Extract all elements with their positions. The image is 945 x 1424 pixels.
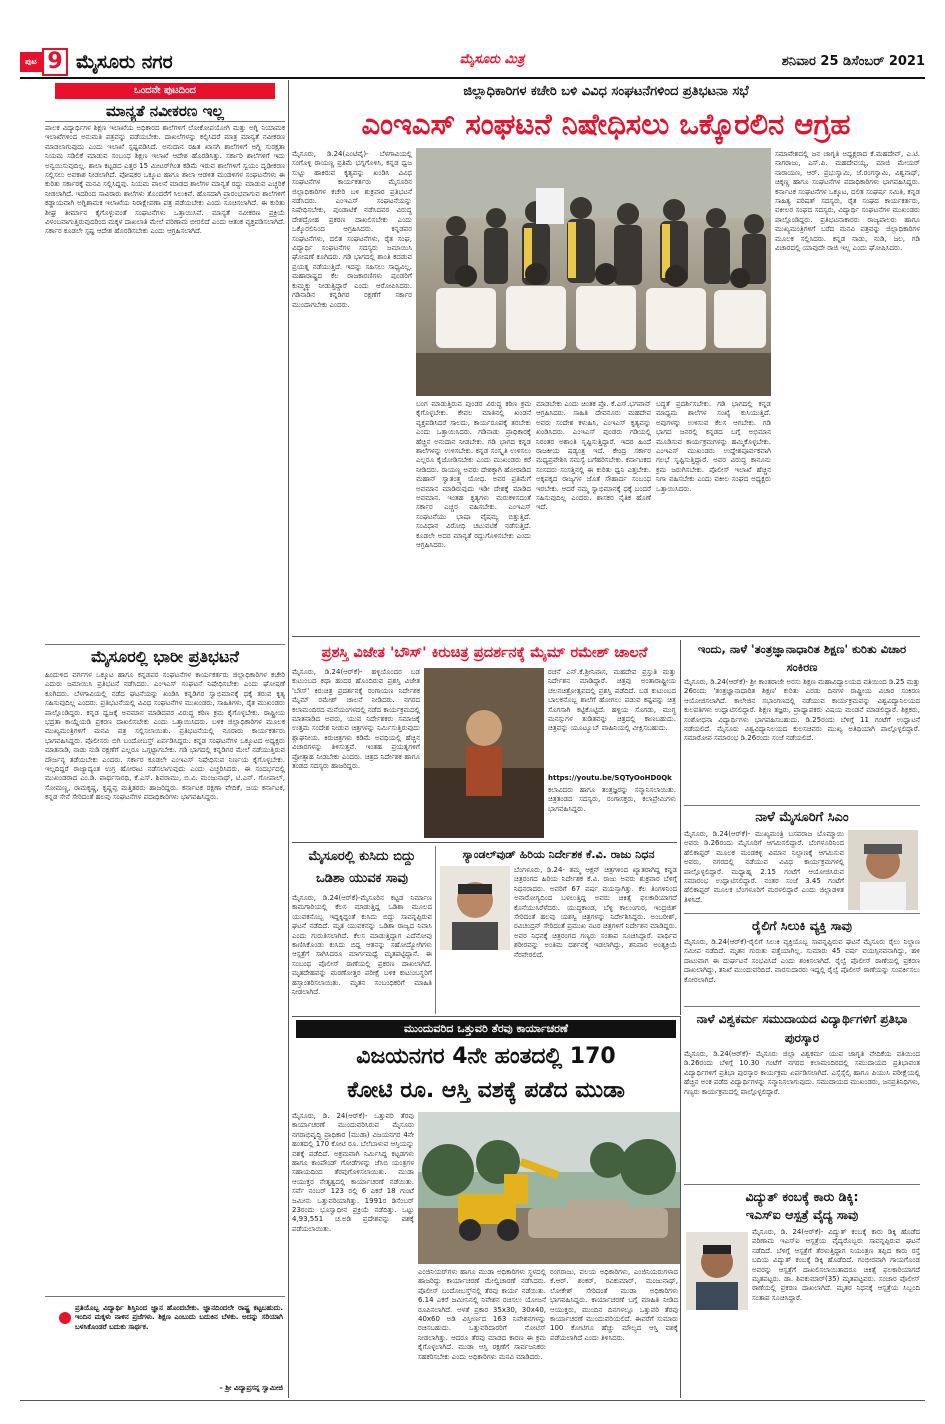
quote-bullet-icon <box>59 1312 71 1324</box>
excavator-scene-icon <box>418 1112 680 1264</box>
divider <box>292 842 677 843</box>
divider <box>684 1184 920 1185</box>
lead-body: ಮೈಸೂರು, ಡಿ.24(ಎಂಟಿವೈ)- ಬೆಳಗಾವಿಯಲ್ಲಿ ಸಂಗೊಳ್ಳಿ ರಾಯಣ್ಣ ಪ್ರತಿಮೆ ಭಗ್ನಗೊಳಿಸಿ, ಕನ್ನಡ ಧ್ವಜ ಸುಟ್ಟು ಹಾಕಿರುವ ಕೃತ್ಯವನ್ನು ಖಂಡಿಸಿ ವಿವಿಧ ಸಂಘಟನೆಗಳ ಕಾರ್ಯಕರ್ತರು ಮೈಸೂರಿನ ಜಿಲ್ಲಾಧಿಕಾರಿಗಳ ಕಚೇರಿ ಬಳಿ ಶುಕ್ರವಾರ ಪ್ರತಿಭಟನೆ ನಡೆಸಿದರು. ಎಂಇಎಸ್ ಸಂಘಟನೆಯನ್ನು ನಿಷೇಧಿಸಬೇಕು, ಪುಂಡಾಟಿಕೆ ನಡೆಸಿದವರ ವಿರುದ್ಧ ದೇಶದ್ರೋಹ ಪ್ರಕರಣ ದಾಖಲಿಸಬೇಕು ಎಂದು ಒಕ್ಕೊರಲಿನಿಂದ ಆಗ್ರಹಿಸಿದರು. ಕನ್ನಡಪರ ಸಂಘಟನೆಗಳು, ದಲಿತ ಸಂಘಟನೆಗಳು, ರೈತ ಸಂಘ, ವಿದ್ಯಾರ್ಥಿ ಸಂಘಟನೆಗಳ ಸದಸ್ಯರು ಜಮಾಯಿಸಿ ಘೋಷಣೆ ಕೂಗಿದರು. ಗಡಿ ಭಾಗದಲ್ಲಿ ಶಾಂತಿ ಕದಡುವ ಪ್ರಯತ್ನ ನಡೆಯುತ್ತಿದೆ. ಇದನ್ನು ಸಹಿಸಲು ಸಾಧ್ಯವಿಲ್ಲ. ಮಹಾರಾಷ್ಟ್ರದ ಕೆಲ ರಾಜಕಾರಣಿಗಳು ಪುಂಡರಿಗೆ ಕುಮ್ಮಕ್ಕು ನೀಡುತ್ತಿದ್ದಾರೆ ಎಂದು ಆರೋಪಿಸಿದರು. ಗಡಿನಾಡಿನ ಕನ್ನಡಿಗರ ರಕ್ಷಣೆಗೆ ಸರ್ಕಾರ ಮುಂದಾಗಬೇಕು ಎಂದರು. <box>292 150 412 309</box>
page-number: 9 <box>42 48 68 76</box>
muda-body: ಮೈಸೂರು, ಡಿ. 24(ಆರ್‌ಕೆ)- ಒತ್ತುವರಿ ತೆರವು ಕಾರ್ಯಾಚರಣೆ ಮುಂದುವರಿಸಿರುವ ಮೈಸೂರು ನಗರಾಭಿವೃದ್ಧಿ ಪ್ರಾಧಿಕಾರ (ಮುಡಾ) ವಿಜಯನಗರ 4ನೇ ಹಂತದಲ್ಲಿ 170 ಕೋಟಿ ರೂ. ಬೆಲೆಬಾಳುವ ಆಸ್ತಿಯನ್ನು ವಶಕ್ಕೆ ಪಡೆದಿದೆ. ಅಕ್ರಮವಾಗಿ ನಿರ್ಮಿಸಿದ್ದ ಕಟ್ಟಡಗಳು ಹಾಗೂ ಕಾಂಪೌಂಡ್ ಗೋಡೆಗಳನ್ನು ಜೆಸಿಬಿ ಯಂತ್ರಗಳ ಸಹಾಯದಿಂದ ತೆರವುಗೊಳಿಸಲಾಯಿತು. ಮುಡಾ ಆಯುಕ್ತರ ನೇತೃತ್ವದಲ್ಲಿ ಕಾರ್ಯಾಚರಣೆ ನಡೆಯಿತು. ಸರ್ವೆ ನಂಬರ್ 123 ರಲ್ಲಿ 6 ಎಕರೆ 18 ಗುಂಟೆ ಜಮೀನು ಒತ್ತುವರಿಯಾಗಿತ್ತು. 1991ರ ಡಿಸೆಂಬರ್ 23ರಂದು ಭೂಸ್ವಾಧೀನ ಪ್ರಕ್ರಿಯೆ ನಡೆದಿತ್ತು. ಒಟ್ಟು 4,93,551 ಚ.ಅಡಿ ಪ್ರದೇಶವನ್ನು ವಶಕ್ಕೆ ಪಡೆಯಲಾಯಿತು. <box>292 1112 414 1233</box>
muda-kicker: ಮುಂದುವರಿದ ಒತ್ತುವರಿ ತೆರವು ಕಾರ್ಯಾಚರಣೆ <box>296 1020 676 1038</box>
doctor-body: ಮೈಸೂರು, ಡಿ. 24(ಆರ್‌ಕೆ)- ವಿದ್ಯುತ್ ಕಂಬಕ್ಕೆ ಕಾರು ಡಿಕ್ಕಿ ಹೊಡೆದ ಪರಿಣಾಮ ಇಎಸ್‌ಐ ಆಸ್ಪತ್ರೆಯ ವೈದ್ಯರೊಬ್ಬರು ಸಾವನ್ನಪ್ಪಿರುವ ಘಟನೆ ನಡೆದಿದೆ. ಬೆಳಿಗ್ಗೆ ಆಸ್ಪತ್ರೆಗೆ ತೆರಳುತ್ತಿದ್ದಾಗ ನಿಯಂತ್ರಣ ತಪ್ಪಿದ ಕಾರು ರಸ್ತೆ ಬದಿಯ ವಿದ್ಯುತ್ ಕಂಬಕ್ಕೆ ಡಿಕ್ಕಿ ಹೊಡೆದಿದೆ. ಗಂಭೀರವಾಗಿ ಗಾಯಗೊಂಡ ಅವರನ್ನು ಆಸ್ಪತ್ರೆಗೆ ದಾಖಲಿಸಲಾಯಿತಾದರೂ ಚಿಕಿತ್ಸೆ ಫಲಕಾರಿಯಾಗದೆ ಮೃತಪಟ್ಟರು. ಡಾ. ಶಿವಕುಮಾರ್(35) ಮೃತಪಟ್ಟವರು. ಸಂಚಾರ ಪೊಲೀಸ್ ಠಾಣೆಯಲ್ಲಿ ಪ್ರಕರಣ ದಾಖಲಾಗಿದೆ. ಮೃತರ ನಿಧನಕ್ಕೆ ಆಸ್ಪತ್ರೆಯ ಸಿಬ್ಬಂದಿ ಸಂತಾಪ ಸೂಚಿಸಿದ್ದಾರೆ. <box>752 1228 920 1302</box>
obit-portrait <box>440 866 510 950</box>
film-poster-icon <box>424 668 544 838</box>
obit-headline: ಸ್ಯಾಂಡಲ್‌ವುಡ್ ಹಿರಿಯ ನಿರ್ದೇಶಕ ಕೆ.ವಿ. ರಾಜು ನಿಧನ <box>462 848 655 861</box>
film-link[interactable]: https://youtu.be/SQTyOoHD0Qk <box>548 774 672 782</box>
muda-body: ರಂಗರಾಜು, ವಲಯ ಅಧಿಕಾರಿಗಳು, ಎಂಜಿನಿಯರುಗಳಾದ ಕೆ.ಆರ್. ಶಂಕರ್, ರವಿಕುಮಾರ್, ಮಂಜುನಾಥ್, ಲೋಕೇಶ್ ಸೇರಿದಂತೆ ಮುಡಾ ಅಧಿಕಾರಿಗಳು ಭಾಗವಹಿಸಿದ್ದರು. ಕಾರ್ಯಾಚರಣೆ ಬಗ್ಗೆ ಮಾಹಿತಿ ನೀಡಿದ ಆಯುಕ್ತರು, ಮುಂದಿನ ದಿನಗಳಲ್ಲೂ ಒತ್ತುವರಿ ತೆರವು ಕಾರ್ಯಾಚರಣೆ ಮುಂದುವರಿಯಲಿದೆ. ಈವರೆಗೆ ಸುಮಾರು 100 ಕೋಟಿಗೂ ಹೆಚ್ಚು ಮೌಲ್ಯದ ಆಸ್ತಿ ವಶಕ್ಕೆ ಪಡೆಯಲಾಗಿದೆ ಎಂದು ತಿಳಿಸಿದರು. <box>550 1268 678 1342</box>
doctor-headline: ಇಎಸ್‌ಐ ಆಸ್ಪತ್ರೆ ವೈದ್ಯ ಸಾವು <box>745 1207 859 1222</box>
cm-headline: ನಾಳೆ ಮೈಸೂರಿಗೆ ಸಿಎಂ <box>755 810 849 825</box>
cm-body: ಮೈಸೂರು, ಡಿ.24(ಆರ್‌ಕೆ)- ಮುಖ್ಯಮಂತ್ರಿ ಬಸವರಾಜ ಬೊಮ್ಮಾಯಿ ಅವರು ಡಿ.26ರಂದು ಮೈಸೂರಿಗೆ ಆಗಮಿಸಲಿದ್ದಾರೆ. ಬೆಂಗಳೂರಿನಿಂದ ಹೆಲಿಕಾಪ್ಟರ್ ಮೂಲಕ ಮಂಡಕಳ್ಳಿ ವಿಮಾನ ನಿಲ್ದಾಣಕ್ಕೆ ಆಗಮಿಸುವ ಅವರು, ನಗರದಲ್ಲಿ ನಡೆಯುವ ವಿವಿಧ ಕಾರ್ಯಕ್ರಮಗಳಲ್ಲಿ ಪಾಲ್ಗೊಳ್ಳಲಿದ್ದಾರೆ. ಮಧ್ಯಾಹ್ನ 2.15 ಗಂಟೆಗೆ ಆಯೋಜಿಸಿರುವ ಸಮಾರಂಭ ಉದ್ಘಾಟಿಸಲಿದ್ದಾರೆ. ನಂತರ ಸಂಜೆ 3.45 ಗಂಟೆಗೆ ಹೆಲಿಕಾಪ್ಟರ್ ಮೂಲಕ ಬೆಂಗಳೂರಿಗೆ ಮರಳಲಿದ್ದಾರೆ ಎಂದು ಜಿಲ್ಲಾಡಳಿತ ತಿಳಿಸಿದೆ. <box>684 830 844 904</box>
divider <box>45 644 285 645</box>
column-rule <box>435 846 436 1014</box>
rail-headline: ರೈಲಿಗೆ ಸಿಲುಕಿ ವ್ಯಕ್ತಿ ಸಾವು <box>752 918 852 933</box>
lead-body: ಮಾಡಬೇಕು ಎಂದು ಚಿಂತಕ ಪ್ರೊ. ಕೆ.ಎಸ್.ಭಗವಾನ್ ಆಗ್ರಹಿಸಿದರು. ಸಾಹಿತಿ ದೇವನೂರು ಮಹದೇವ ಅವರು ಸಂದೇಶ ಕಳುಹಿಸಿ, ಎಂಇಎಸ್ ಕೃತ್ಯವನ್ನು ಖಂಡಿಸಿದರು. ಎಂಇಎಸ್ ಪುಂಡರು ಗಡಿಯಲ್ಲಿ ನಿರಂತರ ಅಶಾಂತಿ ಸೃಷ್ಟಿಸುತ್ತಿದ್ದಾರೆ. ಇದರ ಹಿಂದೆ ರಾಜಕೀಯ ಷಡ್ಯಂತ್ರ ಇದೆ. ಕೇಂದ್ರ ಸರ್ಕಾರ ಮಧ್ಯಪ್ರವೇಶಿಸಿ ಸಮಸ್ಯೆ ಬಗೆಹರಿಸಬೇಕು. ಕರ್ನಾಟಕದ ಸಂಸದರು ಸಂಸತ್ತಿನಲ್ಲಿ ಈ ಕುರಿತು ಧ್ವನಿ ಎತ್ತಬೇಕು. ಅಕ್ಕಪಕ್ಕದ ರಾಜ್ಯಗಳ ಜೊತೆ ಸೌಹಾರ್ದ ಸಂಬಂಧ ಇರಬೇಕು. ಆದರೆ ನಮ್ಮ ಸ್ವಾಭಿಮಾನಕ್ಕೆ ಧಕ್ಕೆ ಬಂದರೆ ಸಹಿಸುವುದಿಲ್ಲ ಎಂದರು. ಶಾಸಕರ ನೈತಿಕ ಹೊಣೆ ಇದೆ. <box>536 400 651 512</box>
page-label: ಪುಟ <box>20 52 42 72</box>
quote-box <box>45 1300 285 1395</box>
muda-headline: ವಿಜಯನಗರ 4ನೇ ಹಂತದಲ್ಲಿ 170 <box>356 1044 616 1069</box>
obit-body: ಬೆಂಗಳೂರು, ಡಿ.24- ತಮ್ಮ ಆಕ್ಷನ್ ಚಿತ್ರಗಳಿಂದ ಖ್ಯಾತರಾಗಿದ್ದ ಕನ್ನಡ ಚಿತ್ರರಂಗದ ಹಿರಿಯ ನಿರ್ದೇಶಕ ಕೆ.ವಿ. ರಾಜು ಅವರು ಶುಕ್ರವಾರ ಬೆಳಿಗ್ಗೆ ನಿಧನರಾದರು. ಅವರಿಗೆ 67 ವರ್ಷ ವಯಸ್ಸಾಗಿತ್ತು. ಕೆಲ ತಿಂಗಳಿನಿಂದ ಅನಾರೋಗ್ಯದಿಂದ ಬಳಲುತ್ತಿದ್ದ ಅವರು ಚಿಕಿತ್ಸೆ ಫಲಕಾರಿಯಾಗದೆ ಕೊನೆಯುಸಿರೆಳೆದರು. ಯುದ್ಧಕಾಂಡ, ಬೆಳ್ಳಿ ಕಾಲುಂಗುರ, ಇಂದ್ರಜಿತ್ ಸೇರಿದಂತೆ ಹಲವು ಯಶಸ್ವಿ ಚಿತ್ರಗಳನ್ನು ನಿರ್ದೇಶಿಸಿದ್ದರು. ಅಂಬರೀಶ್, ರವಿಚಂದ್ರನ್ ಸೇರಿದಂತೆ ಪ್ರಮುಖ ನಟರ ಚಿತ್ರಗಳಿಗೆ ನಿರ್ದೇಶನ ಮಾಡಿದ್ದರು. ಅವರ ನಿಧನಕ್ಕೆ ಚಿತ್ರರಂಗದ ಗಣ್ಯರು ಸಂತಾಪ ಸೂಚಿಸಿದ್ದಾರೆ. ಪಾರ್ಥಿವ ಶರೀರವನ್ನು ಅಂತಿಮ ದರ್ಶನಕ್ಕೆ ಇಡಲಾಗಿದ್ದು, ಶನಿವಾರ ಅಂತ್ಯಕ್ರಿಯೆ ನೆರವೇರಲಿದೆ. <box>514 866 677 959</box>
section-name: ಮೈಸೂರು ನಗರ <box>76 51 173 73</box>
film-body: ರಚನೆ ಎನ್.ಕೆ.ಶ್ರೀನಿವಾಸ, ಮಹದೇವ ಪ್ರಸ್ತುತಿ ಮತ್ತು ನಿರ್ದೇಶನ ಮಾಡಿದ್ದಾರೆ. ಚಿತ್ರವು ಅಂತಾರಾಷ್ಟ್ರೀಯ ಚಲನಚಿತ್ರೋತ್ಸವದಲ್ಲಿ ಪ್ರಶಸ್ತಿ ಪಡೆದಿದೆ. ಬಡ ಕುಟುಂಬದ ಬಾಲಕನೊಬ್ಬ ಶಾಲೆಗೆ ಹೋಗಲು ಪಡುವ ಕಷ್ಟವನ್ನು ಚಿತ್ರ ಸೊಗಸಾಗಿ ಕಟ್ಟಿಕೊಟ್ಟಿದೆ. ಹಳ್ಳಿಯ ಸೊಗಡು, ಮುಗ್ಧ ಮನಸ್ಸುಗಳ ತುಡಿತವನ್ನು ಚಿತ್ರದಲ್ಲಿ ಕಾಣಬಹುದು. ಚಿತ್ರವನ್ನು ಯೂಟ್ಯೂಬ್ ವಾಹಿನಿಯಲ್ಲಿ ವೀಕ್ಷಿಸಬಹುದು. <box>548 668 676 733</box>
masthead <box>20 48 925 76</box>
protest-scene-icon <box>416 148 771 396</box>
column-rule <box>288 80 289 1398</box>
muda-headline: ಕೋಟಿ ರೂ. ಆಸ್ತಿ ವಶಕ್ಕೆ ಪಡೆದ ಮುಡಾ <box>347 1078 625 1103</box>
lead-body: ಬದ್ಧತೆ ಪ್ರದರ್ಶಿಸಬೇಕು. ಗಡಿ ಭಾಗದಲ್ಲಿ ಕನ್ನಡ ಮಾಧ್ಯಮ ಶಾಲೆಗಳ ಸಂಖ್ಯೆ ಕುಸಿಯುತ್ತಿದೆ. ಅವುಗಳನ್ನು ಉಳಿಸುವ ಕೆಲಸ ಆಗಬೇಕು. ಗಡಿ ಭಾಗದ ಜನರಲ್ಲಿ ಕನ್ನಡದ ಬಗ್ಗೆ ಅಭಿಮಾನ ಮೂಡಿಸುವ ಕಾರ್ಯಕ್ರಮಗಳನ್ನು ಹಮ್ಮಿಕೊಳ್ಳಬೇಕು. ಎಂಇಎಸ್ ಮುಖಂಡರು ಉದ್ದೇಶಪೂರ್ವಕವಾಗಿ ಗಲಭೆ ಸೃಷ್ಟಿಸುತ್ತಿದ್ದಾರೆ. ಅವರ ವಿರುದ್ಧ ಕಾನೂನು ಕ್ರಮ ಜರುಗಿಸಬೇಕು. ಪೊಲೀಸ್ ಇಲಾಖೆ ಹೆಚ್ಚಿನ ನಿಗಾ ವಹಿಸಬೇಕು ಎಂದು ವಕೀಲ ಸಂಘದ ಅಧ್ಯಕ್ಷರು ಒತ್ತಾಯಿಸಿದರು. <box>656 400 771 493</box>
story-title: ಮಾನ್ಯತೆ ನವೀಕರಣ ಇಲ್ಲ <box>106 102 224 120</box>
divider <box>684 913 920 914</box>
portrait-icon <box>686 1232 748 1310</box>
demolition-photo <box>418 1112 680 1264</box>
lead-body: ಬಂಗ ಮಾಡುತ್ತಿರುವ ಪುಂಡರ ವಿರುದ್ಧ ಕಠಿಣ ಕ್ರಮ ಕೈಗೊಳ್ಳಬೇಕು. ಕೇವಲ ಮಾತಿನಲ್ಲಿ ಖಂಡನೆ ವ್ಯಕ್ತಪಡಿಸಿದರೆ ಸಾಲದು, ಕಾರ್ಯರೂಪಕ್ಕೆ ತರಬೇಕು ಎಂದು ಒತ್ತಾಯಿಸಿದರು. ಗಡಿನಾಡು ಪ್ರಾಧಿಕಾರಕ್ಕೆ ಹೆಚ್ಚಿನ ಅನುದಾನ ನೀಡಬೇಕು. ಗಡಿ ಭಾಗದ ಕನ್ನಡ ಶಾಲೆಗಳನ್ನು ಉಳಿಸಬೇಕು. ಕನ್ನಡ ಸಂಸ್ಕೃತಿ ಉಳಿಸಲು ಎಲ್ಲರೂ ಕೈಜೋಡಿಸಬೇಕು ಎಂದು ಮುಖಂಡರು ಕರೆ ನೀಡಿದರು. ರಾಯಣ್ಣ ಅವರು ದೇಶಕ್ಕಾಗಿ ಹೋರಾಡಿದ ಮಹಾನ್ ಸ್ವಾತಂತ್ರ್ಯ ಯೋಧ. ಅವರ ಪ್ರತಿಮೆಗೆ ಅವಮಾನ ಮಾಡಿರುವುದು ಇಡೀ ದೇಶಕ್ಕೆ ಮಾಡಿದ ಅವಮಾನ. ಇಂತಹ ಕೃತ್ಯಗಳು ಮರುಕಳಿಸದಂತೆ ಸರ್ಕಾರ ಎಚ್ಚರ ವಹಿಸಬೇಕು. ಎಂಇಎಸ್ ಸಂಘಟನೆಯು ಭಾಷಾ ವೈಷಮ್ಯ ಬಿತ್ತುತ್ತಿದೆ. ಸಂವಿಧಾನ ವಿರೋಧಿ ಚಟುವಟಿಕೆ ನಡೆಸುತ್ತಿದೆ. ಕೂಡಲೇ ಅದರ ಮಾನ್ಯತೆ ರದ್ದುಗೊಳಿಸಬೇಕು ಎಂದು ಆಗ್ರಹಿಸಿದರು. <box>416 400 531 550</box>
story-title: ಮೈಸೂರಲ್ಲಿ ಭಾರೀ ಪ್ರತಿಭಟನೆ <box>91 647 239 666</box>
paper-name: ಮೈಸೂರು ಮಿತ್ರ <box>459 52 525 67</box>
lead-kicker: ಜಿಲ್ಲಾಧಿಕಾರಿಗಳ ಕಚೇರಿ ಬಳಿ ವಿವಿಧ ಸಂಘಟನೆಗಳಿಂದ ಪ್ರತಿಭಟನಾ ಸಭೆ <box>463 84 749 99</box>
divider <box>292 1016 680 1017</box>
story-body: ಪಾಲಕ ವಿದ್ಯಾರ್ಥಿಗಳ ಶಿಕ್ಷಣ ಇಲಾಖೆಯ ಅಧಿಕಾರದ ಶಾಲೆಗಳಿಗೆ ಲೋಕೋಪಯೋಗಿ ಮತ್ತು ಅಗ್ನಿ ನಿಯಾಮಕ ಇಲಾಖೆಗಳಿಂದ ಅನುಮತಿ ಪತ್ರವನ್ನು ಪಡೆಯಬೇಕು. ದಾಖಲೆಗಳನ್ನು ಕಲ್ಪಿಸಿದರೆ ಮಾತ್ರ ಮಾನ್ಯತೆ ನವೀಕರಣ ಮಾಡಲಾಗುವುದು ಎಂದು ಇಲಾಖೆ ಸ್ಪಷ್ಟಪಡಿಸಿದೆ. ಅನುದಾನ ರಹಿತ ಖಾಸಗಿ ಶಾಲೆಗಳಿಗೆ ಅಗ್ನಿ ಸುರಕ್ಷತಾ ನಿಯಮ ಸಡಿಲಿಕೆ ಮಾಡುವ ಸಂಬಂಧ ಶಿಕ್ಷಣ ಇಲಾಖೆ ಆದೇಶ ಹೊರಡಿಸಿತ್ತು. ಸರ್ಕಾರಿ ಶಾಲೆಗಳಿಗೆ ಇದು ಅನ್ವಯಿಸುವುದಿಲ್ಲ. ಶಾಲಾ ಕಟ್ಟಡದ ಎತ್ತರ 15 ಮೀಟರ್‌ಗಿಂತ ಕಡಿಮೆ ಇರುವ ಶಾಲೆಗಳಿಗೆ ಸ್ವಯಂ ದೃಢೀಕರಣ ಸಲ್ಲಿಸಲು ಅವಕಾಶ ನೀಡಲಾಗಿದೆ. ಪೋಷಕರ ಒಕ್ಕೂಟ ಹಾಗೂ ಶಾಲಾ ಆಡಳಿತ ಮಂಡಳಿಗಳ ಸಂಘಟನೆಗಳು ಈ ಕುರಿತು ಸರ್ಕಾರಕ್ಕೆ ಮನವಿ ಸಲ್ಲಿಸಿದ್ದವು. ನಿಯಮ ಪಾಲನೆ ಮಾಡದ ಶಾಲೆಗಳ ಮಾನ್ಯತೆ ರದ್ದು ಮಾಡುವ ಎಚ್ಚರಿಕೆ ನೀಡಲಾಗಿದೆ. ಇದರಿಂದ ಸಾವಿರಾರು ಶಾಲೆಗಳು ತೊಂದರೆಗೆ ಸಿಲುಕಿವೆ. ಹೊಸದಾಗಿ ಪ್ರಾರಂಭವಾಗುವ ಶಾಲೆಗಳಿಗೆ ಕಡ್ಡಾಯವಾಗಿ ಅಗ್ನಿಶಾಮಕ ಇಲಾಖೆಯ ನಿರಾಕ್ಷೇಪಣಾ ಪತ್ರ ಪಡೆಯಬೇಕು ಎಂದು ಸೂಚಿಸಲಾಗಿದೆ. ಈ ಕುರಿತು ಶೀಘ್ರ ತೀರ್ಮಾನ ಕೈಗೊಳ್ಳುವಂತೆ ಸಂಘಟನೆಗಳು ಒತ್ತಾಯಿಸಿವೆ. ಮಾನ್ಯತೆ ನವೀಕರಣ ಪ್ರಕ್ರಿಯೆ ವಿಳಂಬವಾಗುತ್ತಿರುವುದರಿಂದ ಮಕ್ಕಳ ದಾಖಲಾತಿ ಮೇಲೆ ಪರಿಣಾಮ ಬೀರಲಿದೆ ಎಂದು ಆತಂಕ ವ್ಯಕ್ತಪಡಿಸಲಾಗಿದೆ. ಸರ್ಕಾರ ಕೂಡಲೇ ಸ್ಪಷ್ಟ ಆದೇಶ ಹೊರಡಿಸಬೇಕು ಎಂದು ಆಗ್ರಹಿಸಲಾಗಿದೆ. <box>45 124 285 236</box>
youth-body: ಮೈಸೂರು, ಡಿ.24(ಆರ್‌ಕೆ)-ಮೈಸೂರಿನ ಕಟ್ಟಡ ನಿರ್ಮಾಣ ಕಾಮಗಾರಿಯಲ್ಲಿ ಕೆಲಸ ಮಾಡುತ್ತಿದ್ದ ಒಡಿಶಾ ಮೂಲದ ಯುವಕನೊಬ್ಬ ಇದ್ದಕ್ಕಿದ್ದಂತೆ ಕುಸಿದು ಬಿದ್ದು ಸಾವನ್ನಪ್ಪಿರುವ ಘಟನೆ ನಡೆದಿದೆ. ಮೃತ ಯುವಕನನ್ನು ಒಡಿಶಾ ರಾಜ್ಯದ ನಿವಾಸಿ ಎಂದು ಗುರುತಿಸಲಾಗಿದೆ. ಕೆಲಸ ಮಾಡುತ್ತಿದ್ದಾಗ ಎದೆನೋವು ಕಾಣಿಸಿಕೊಂಡು ಕುಸಿದು ಬಿದ್ದ ಆತನನ್ನು ಸಹೋದ್ಯೋಗಿಗಳು ಆಸ್ಪತ್ರೆಗೆ ಸಾಗಿಸಿದರೂ ಮಾರ್ಗಮಧ್ಯೆ ಮೃತಪಟ್ಟಿದ್ದಾನೆ. ಈ ಸಂಬಂಧ ಪೊಲೀಸ್ ಠಾಣೆಯಲ್ಲಿ ಪ್ರಕರಣ ದಾಖಲಾಗಿದೆ. ಮೃತದೇಹವನ್ನು ಮರಣೋತ್ತರ ಪರೀಕ್ಷೆ ಬಳಿಕ ಕುಟುಂಬಸ್ಥರಿಗೆ ಹಸ್ತಾಂತರಿಸಲಾಯಿತು. ಮೃತನ ಸಂಬಂಧಿಕರಿಗೆ ಮಾಹಿತಿ ನೀಡಲಾಗಿದೆ. <box>292 894 432 997</box>
divider <box>684 1006 920 1007</box>
film-poster <box>424 668 544 838</box>
youth-headline: ಮೈಸೂರಲ್ಲಿ ಕುಸಿದು ಬಿದ್ದು ಒಡಿಶಾ ಯುವಕ ಸಾವು <box>308 849 416 886</box>
divider <box>45 1296 285 1297</box>
left-kicker: ಒಂದನೇ ಪುಟದಿಂದ <box>55 83 275 99</box>
tech-body: ಮೈಸೂರು, ಡಿ.24(ಆರ್‌ಕೆ)- ಶ್ರೀ ಕಾಂತರಾಜೇ ಅರಸು ಶಿಕ್ಷಣ ಮಹಾವಿದ್ಯಾಲಯದ ವತಿಯಿಂದ ಡಿ.25 ಮತ್ತು 26ರಂದು 'ತಂತ್ರಜ್ಞಾನಾಧಾರಿತ ಶಿಕ್ಷಣ' ಕುರಿತು ಎರಡು ದಿನಗಳ ರಾಷ್ಟ್ರೀಯ ವಿಚಾರ ಸಂಕಿರಣ ಆಯೋಜಿಸಲಾಗಿದೆ. ಕಾಲೇಜಿನ ಸಭಾಂಗಣದಲ್ಲಿ ನಡೆಯುವ ಕಾರ್ಯಕ್ರಮವನ್ನು ವಿಶ್ವವಿದ್ಯಾನಿಲಯದ ಕುಲಪತಿಗಳು ಉದ್ಘಾಟಿಸಲಿದ್ದಾರೆ. ಶಿಕ್ಷಣ ತಜ್ಞರು, ಪ್ರಾಧ್ಯಾಪಕರು ವಿಷಯ ಮಂಡನೆ ಮಾಡಲಿದ್ದಾರೆ. ಶಿಕ್ಷಕರು, ಸಂಶೋಧನಾ ವಿದ್ಯಾರ್ಥಿಗಳು ಭಾಗವಹಿಸಬಹುದು. ಡಿ.25ರಂದು ಬೆಳಿಗ್ಗೆ 11 ಗಂಟೆಗೆ ಉದ್ಘಾಟನೆ ನಡೆಯಲಿದೆ. ಮೈಸೂರು ವಿಶ್ವವಿದ್ಯಾನಿಲಯದ ಕುಲಸಚಿವರು ಮುಖ್ಯ ಅತಿಥಿಯಾಗಿ ಪಾಲ್ಗೊಳ್ಳಲಿದ್ದಾರೆ. ಸಮಾರೋಪ ಸಮಾರಂಭ ಡಿ.26ರಂದು ಸಂಜೆ ನಡೆಯಲಿದೆ. <box>684 678 920 743</box>
issue-date: ಶನಿವಾರ 25 ಡಿಸೆಂಬರ್ 2021 <box>781 54 925 69</box>
doctor-headline: ವಿದ್ಯುತ್ ಕಂಬಕ್ಕೆ ಕಾರು ಡಿಕ್ಕಿ: <box>745 1189 859 1204</box>
story-body: ಹಿಂದುಳಿದ ವರ್ಗಗಳ ಒಕ್ಕೂಟ ಹಾಗೂ ಕನ್ನಡಪರ ಸಂಘಟನೆಗಳ ಕಾರ್ಯಕರ್ತರು ಜಿಲ್ಲಾಧಿಕಾರಿಗಳ ಕಚೇರಿ ಎದುರು ಜಮಾಯಿಸಿ ಪ್ರತಿಭಟನೆ ನಡೆಸಿದರು. ಎಂಇಎಸ್ ಸಂಘಟನೆ ನಿಷೇಧಿಸಬೇಕು ಎಂದು ಘೋಷಣೆ ಕೂಗಿದರು. ಬೆಳಗಾವಿಯಲ್ಲಿ ನಡೆದ ಘಟನೆಯನ್ನು ಖಂಡಿಸಿ ಕನ್ನಡಿಗರ ಸ್ವಾಭಿಮಾನಕ್ಕೆ ಧಕ್ಕೆ ತರುವ ಕೃತ್ಯ ಸಹಿಸುವುದಿಲ್ಲ ಎಂದರು. ಪ್ರತಿಭಟನೆಯಲ್ಲಿ ವಿವಿಧ ಸಂಘಟನೆಗಳ ಮುಖಂಡರು, ಸಾಹಿತಿಗಳು, ರೈತ ಮುಖಂಡರು ಪಾಲ್ಗೊಂಡಿದ್ದರು. ಕನ್ನಡ ಧ್ವಜಕ್ಕೆ ಅವಮಾನ ಮಾಡಿದವರ ವಿರುದ್ಧ ಕಠಿಣ ಕ್ರಮ ಕೈಗೊಳ್ಳಬೇಕು. ರಾಷ್ಟ್ರೀಯ ಭದ್ರತಾ ಕಾಯ್ದೆಯಡಿ ಪ್ರಕರಣ ದಾಖಲಿಸಬೇಕು ಎಂದು ಒತ್ತಾಯಿಸಿದರು. ಬಳಿಕ ಜಿಲ್ಲಾಧಿಕಾರಿಗಳ ಮೂಲಕ ಮುಖ್ಯಮಂತ್ರಿಗಳಿಗೆ ಮನವಿ ಪತ್ರ ಸಲ್ಲಿಸಲಾಯಿತು. ಪ್ರತಿಭಟನೆಯಲ್ಲಿ ನೂರಾರು ಕಾರ್ಯಕರ್ತರು ಭಾಗವಹಿಸಿದ್ದರು. ಪೊಲೀಸರು ಬಿಗಿ ಬಂದೋಬಸ್ತ್ ಏರ್ಪಡಿಸಿದ್ದರು. ಕನ್ನಡ ಸಂಘಟನೆಗಳ ಒಕ್ಕೂಟದ ಅಧ್ಯಕ್ಷರು ಮಾತನಾಡಿ, ನಾಡು ನುಡಿ ರಕ್ಷಣೆಗೆ ಎಲ್ಲರೂ ಒಗ್ಗಟ್ಟಾಗಬೇಕು. ಗಡಿ ಭಾಗದಲ್ಲಿ ಕನ್ನಡಿಗರ ಮೇಲೆ ನಡೆಯುತ್ತಿರುವ ದೌರ್ಜನ್ಯ ತಡೆಯಬೇಕು ಎಂದರು. ಸರ್ಕಾರ ಕೂಡಲೇ ಎಂಇಎಸ್ ನಿಷೇಧಿಸುವ ನಿರ್ಣಯ ಕೈಗೊಳ್ಳಬೇಕು. ಇಲ್ಲದಿದ್ದರೆ ರಾಜ್ಯಾದ್ಯಂತ ಉಗ್ರ ಹೋರಾಟ ನಡೆಸಲಾಗುವುದು ಎಂದು ಎಚ್ಚರಿಸಿದರು. ಈ ಸಂದರ್ಭದಲ್ಲಿ ಮುಖಂಡರಾದ ಎಂ.ಡಿ. ಪಾರ್ಥಸಾರಥಿ, ಕೆ.ಎಸ್. ಶಿವರಾಮು, ಬಿ.ವಿ. ಮಂಜುನಾಥ್, ಟಿ.ಎನ್. ಗೋಪಾಲ್, ಸೋಮಣ್ಣ, ರಾಮಕೃಷ್ಣ, ಕೃಷ್ಣಪ್ಪ ಮತ್ತಿತರರು ಹಾಜರಿದ್ದರು. ಕರ್ನಾಟಕ ರಕ್ಷಣಾ ವೇದಿಕೆ, ಜಯ ಕರ್ನಾಟಕ, ಕನ್ನಡ ಸೇನೆ ಸೇರಿದಂತೆ ಹಲವು ಸಂಘಟನೆಗಳ ಪದಾಧಿಕಾರಿಗಳು ಭಾಗವಹಿಸಿದ್ದರು. <box>45 671 285 802</box>
film-body: ಕಲಾವಿದರು ಹಾಗೂ ತಂತ್ರಜ್ಞರನ್ನು ಸನ್ಮಾನಿಸಲಾಯಿತು. ಚಿತ್ರತಂಡದ ಸದಸ್ಯರು, ರಂಗಾಸಕ್ತರು, ಕಲಾಪ್ರೇಮಿಗಳು ಭಾಗವಹಿಸಿದ್ದರು. <box>548 786 676 813</box>
vishwakarma-body: ಮೈಸೂರು, ಡಿ.24(ಆರ್‌ಕೆ)- ಮೈಸೂರು ಜಿಲ್ಲಾ ವಿಶ್ವಕರ್ಮ ಯುವ ಜಾಗೃತಿ ವೇದಿಕೆಯ ವತಿಯಿಂದ ಡಿ.26ರಂದು ಬೆಳಿಗ್ಗೆ 10.30 ಗಂಟೆಗೆ ನಗರದ ಕಲಾಮಂದಿರದಲ್ಲಿ ಸಮುದಾಯದ ಪ್ರತಿಭಾವಂತ ವಿದ್ಯಾರ್ಥಿಗಳಿಗೆ ಪ್ರತಿಭಾ ಪುರಸ್ಕಾರ ಕಾರ್ಯಕ್ರಮ ಏರ್ಪಡಿಸಲಾಗಿದೆ. ಎಸ್ಸೆಸ್ಸೆಲ್ಸಿ ಹಾಗೂ ಪಿಯುಸಿ ಪರೀಕ್ಷೆಯಲ್ಲಿ ಹೆಚ್ಚಿನ ಅಂಕ ಪಡೆದ ವಿದ್ಯಾರ್ಥಿಗಳನ್ನು ಸನ್ಮಾನಿಸಲಾಗುವುದು. ಸಮುದಾಯದ ಮುಖಂಡರು, ಜನಪ್ರತಿನಿಧಿಗಳು, ಗಣ್ಯರು ಕಾರ್ಯಕ್ರಮದಲ್ಲಿ ಪಾಲ್ಗೊಳ್ಳಲಿದ್ದಾರೆ. <box>684 1050 920 1096</box>
muda-body: ಎಂಜಿನಿಯರ್‌ಗಳು ಹಾಗೂ ಮುಡಾ ಅಧಿಕಾರಿಗಳು ಸ್ಥಳದಲ್ಲಿ ಹಾಜರಿದ್ದು ಕಾರ್ಯಾಚರಣೆ ಮೇಲ್ವಿಚಾರಣೆ ನಡೆಸಿದರು. ಪೊಲೀಸ್ ಬಂದೋಬಸ್ತ್‌ನಲ್ಲಿ ತೆರವು ಕಾರ್ಯ ನಡೆಯಿತು. 6.14 ಎಕರೆ ಜಮೀನಿನಲ್ಲಿ ನಿವೇಶನ ರಚಿಸಲು ಯೋಜನೆ ರೂಪಿಸಲಾಗಿದೆ. ಅಳತೆ ಪ್ರಕಾರ 35x30, 30x40, 40x60 ಅಡಿ ವಿಸ್ತೀರ್ಣದ 163 ನಿವೇಶನಗಳನ್ನು ರಚಿಸಬಹುದು. ಒತ್ತುವರಿದಾರರಿಗೆ ನೋಟಿಸ್ ನೀಡಲಾಗಿತ್ತು. ಆದರೂ ತೆರವು ಮಾಡದ ಕಾರಣ ಈ ಕ್ರಮ ಕೈಗೊಳ್ಳಲಾಗಿದೆ. ಮುಡಾ ಆಸ್ತಿ ರಕ್ಷಣೆಗೆ ಸಾರ್ವಜನಿಕರು ಸಹಕರಿಸಬೇಕು ಎಂದು ಅಧಿಕಾರಿಗಳು ಮನವಿ ಮಾಡಿದರು. <box>418 1268 546 1361</box>
doctor-portrait <box>686 1232 748 1310</box>
masthead-rule <box>20 77 925 79</box>
vishwakarma-headline: ನಾಳೆ ವಿಶ್ವಕರ್ಮ ಸಮುದಾಯದ ವಿದ್ಯಾರ್ಥಿಗಳಿಗೆ ಪ್ರತಿಭಾ ಪುರಸ್ಕಾರ <box>696 1012 908 1045</box>
portrait-icon <box>440 866 510 950</box>
column-rule <box>680 640 681 1015</box>
rail-body: ಮೈಸೂರು, ಡಿ.24(ಆರ್‌ಕೆ)-ರೈಲಿಗೆ ಸಿಲುಕಿ ವ್ಯಕ್ತಿಯೊಬ್ಬ ಸಾವನ್ನಪ್ಪಿರುವ ಘಟನೆ ಮೈಸೂರು ರೈಲು ನಿಲ್ದಾಣ ಸಮೀಪ ನಡೆದಿದೆ. ಮೃತನ ಗುರುತು ಪತ್ತೆಯಾಗಿಲ್ಲ. ಸುಮಾರು 45 ವರ್ಷ ವಯಸ್ಸಿನವನಾಗಿದ್ದು, ಹಳಿ ದಾಟುವಾಗ ಈ ದುರ್ಘಟನೆ ಸಂಭವಿಸಿದೆ ಎಂದು ಶಂಕಿಸಲಾಗಿದೆ. ರೈಲ್ವೆ ಪೊಲೀಸ್ ಠಾಣೆಯಲ್ಲಿ ಪ್ರಕರಣ ದಾಖಲಾಗಿದ್ದು, ತನಿಖೆ ಮುಂದುವರಿದಿದೆ. ವಾರಸುದಾರರು ಇದ್ದಲ್ಲಿ ರೈಲ್ವೆ ಪೊಲೀಸ್ ಠಾಣೆಯನ್ನು ಸಂಪರ್ಕಿಸಲು ಕೋರಲಾಗಿದೆ. <box>684 938 920 984</box>
film-headline: ಪ್ರಶಸ್ತಿ ವಿಜೇತ 'ಬೌಸ್' ಕಿರುಚಿತ್ರ ಪ್ರದರ್ಶನಕ್ಕೆ ಮೈಮ್ ರಮೇಶ್ ಚಾಲನೆ <box>321 645 648 661</box>
film-body: ಮೈಸೂರು, ಡಿ.24(ಆರ್‌ಕೆ)- ಹಳ್ಳಿಯೊಂದರ ಬಡ ಕುಟುಂಬದ ಕಥಾ ಹಂದರ ಹೊಂದಿರುವ ಪ್ರಶಸ್ತಿ ವಿಜೇತ 'ಬೌಸ್' ಕಿರುಚಿತ್ರ ಪ್ರದರ್ಶನಕ್ಕೆ ರಂಗಾಯಣ ನಿರ್ದೇಶಕ ಮೈಮ್ ರಮೇಶ್ ಚಾಲನೆ ನೀಡಿದರು. ನಗರದ ಕಲಾಮಂದಿರದ ಮನೆಯಂಗಳದಲ್ಲಿ ನಡೆದ ಕಾರ್ಯಕ್ರಮದಲ್ಲಿ ಮಾತನಾಡಿದ ಅವರು, ಯುವ ನಿರ್ದೇಶಕರು ಸಮಾಜಕ್ಕೆ ಉತ್ತಮ ಸಂದೇಶ ನೀಡುವ ಚಿತ್ರಗಳನ್ನು ನಿರ್ಮಿಸುತ್ತಿರುವುದು ಶ್ಲಾಘನೀಯ. ಕಿರುಚಿತ್ರಗಳು ಕಡಿಮೆ ಅವಧಿಯಲ್ಲಿ ಹೆಚ್ಚಿನ ವಿಚಾರಗಳನ್ನು ತಿಳಿಸುತ್ತವೆ. ಇಂತಹ ಪ್ರಯತ್ನಗಳಿಗೆ ಪ್ರೋತ್ಸಾಹ ನೀಡಬೇಕು ಎಂದರು. ಚಿತ್ರದ ನಿರ್ದೇಶಕ ಹಾಗೂ ತಂಡದ ಸದಸ್ಯರು ಹಾಜರಿದ್ದರು. <box>292 668 420 771</box>
lead-body: ಸಮಾವೇಶದಲ್ಲಿ ಜನ ಜಾಗೃತಿ ಅಧ್ಯಕ್ಷರಾದ ಕೆ.ಮಹದೇವ್, ಎ.ಟಿ. ನಾಗರಾಜು, ಎಸ್.ಪಿ. ಮಹದೇವಯ್ಯ, ಮಾಜಿ ಮೇಯರ್ ನಾರಾಯಣ, ಆರ್. ಪ್ರಭುಸ್ವಾಮಿ, ಜೆ.ರಂಗಸ್ವಾಮಿ, ವಿಶ್ವನಾಥ್, ಚಿಕ್ಕಣ್ಣ ಹಾಗೂ ಸಂಘಟನೆಗಳ ಪದಾಧಿಕಾರಿಗಳು ಭಾಗವಹಿಸಿದ್ದರು. ಕರ್ನಾಟಕ ಸಂಘಟನೆಗಳ ಒಕ್ಕೂಟ, ದಲಿತ ಸಂಘರ್ಷ ಸಮಿತಿ, ಕನ್ನಡ ಸಾಹಿತ್ಯ ಪರಿಷತ್ ಸದಸ್ಯರು, ರೈತ ಸಂಘದ ಕಾರ್ಯಕರ್ತರು, ವಕೀಲರ ಸಂಘದ ಸದಸ್ಯರು, ವಿದ್ಯಾರ್ಥಿ ಸಂಘಟನೆಗಳ ಮುಖಂಡರು ಪಾಲ್ಗೊಂಡಿದ್ದರು. ಪ್ರತಿಭಟನಾಕಾರರು ರಾಜ್ಯಪಾಲರು ಹಾಗೂ ಮುಖ್ಯಮಂತ್ರಿಗಳಿಗೆ ಬರೆದ ಮನವಿ ಪತ್ರವನ್ನು ಜಿಲ್ಲಾಧಿಕಾರಿಗಳ ಮೂಲಕ ಸಲ್ಲಿಸಿದರು. ಕನ್ನಡ ನಾಡು, ನುಡಿ, ಜಲ, ಗಡಿ ವಿಚಾರದಲ್ಲಿ ಯಾವುದೇ ರಾಜಿ ಇಲ್ಲ ಎಂದು ಘೋಷಿಸಿದರು. <box>775 150 920 253</box>
lead-bottom-rule <box>292 636 920 637</box>
column-rule <box>680 1016 681 1398</box>
portrait-icon <box>848 830 918 910</box>
tech-headline: ಇಂದು, ನಾಳೆ 'ತಂತ್ರಜ್ಞಾನಾಧಾರಿತ ಶಿಕ್ಷಣ' ಕುರಿತು ವಿಚಾರ ಸಂಕಿರಣ <box>697 642 907 674</box>
divider <box>45 121 285 122</box>
protest-photo <box>416 148 771 396</box>
divider <box>684 805 920 806</box>
lead-headline: ಎಂಇಎಸ್ ಸಂಘಟನೆ ನಿಷೇಧಿಸಲು ಒಕ್ಕೊರಲಿನ ಆಗ್ರಹ <box>361 107 851 141</box>
page-bottom-rule <box>20 1400 925 1401</box>
cm-portrait <box>848 830 918 910</box>
quote-text: ಪ್ರತಿಯೊಬ್ಬ ವಿದ್ಯಾರ್ಥಿ ಶಿಸ್ತಿನಿಂದ ಜ್ಞಾನ ಹೊಂದಬೇಕು. ಜ್ಞಾನದಿಂದಲೇ ರಾಷ್ಟ್ರ ಕಟ್ಟಬಹುದು. ಇಂದಿನ ಮಕ್ಕಳು ನಾಳಿನ ಪ್ರಜೆಗಳು. ಶಿಕ್ಷಣ ಎಂಬುದು ಬದುಕಿನ ಬೆಳಕು. ಅದನ್ನು ಸರಿಯಾಗಿ ಬಳಸಿಕೊಂಡರೆ ಬದುಕು ಸಾರ್ಥಕ. <box>75 1304 283 1331</box>
quote-author: – ಶ್ರೀ ವಿದ್ಯಾಪ್ರಸನ್ನ ಸ್ವಾಮೀಜಿ <box>219 1384 283 1392</box>
